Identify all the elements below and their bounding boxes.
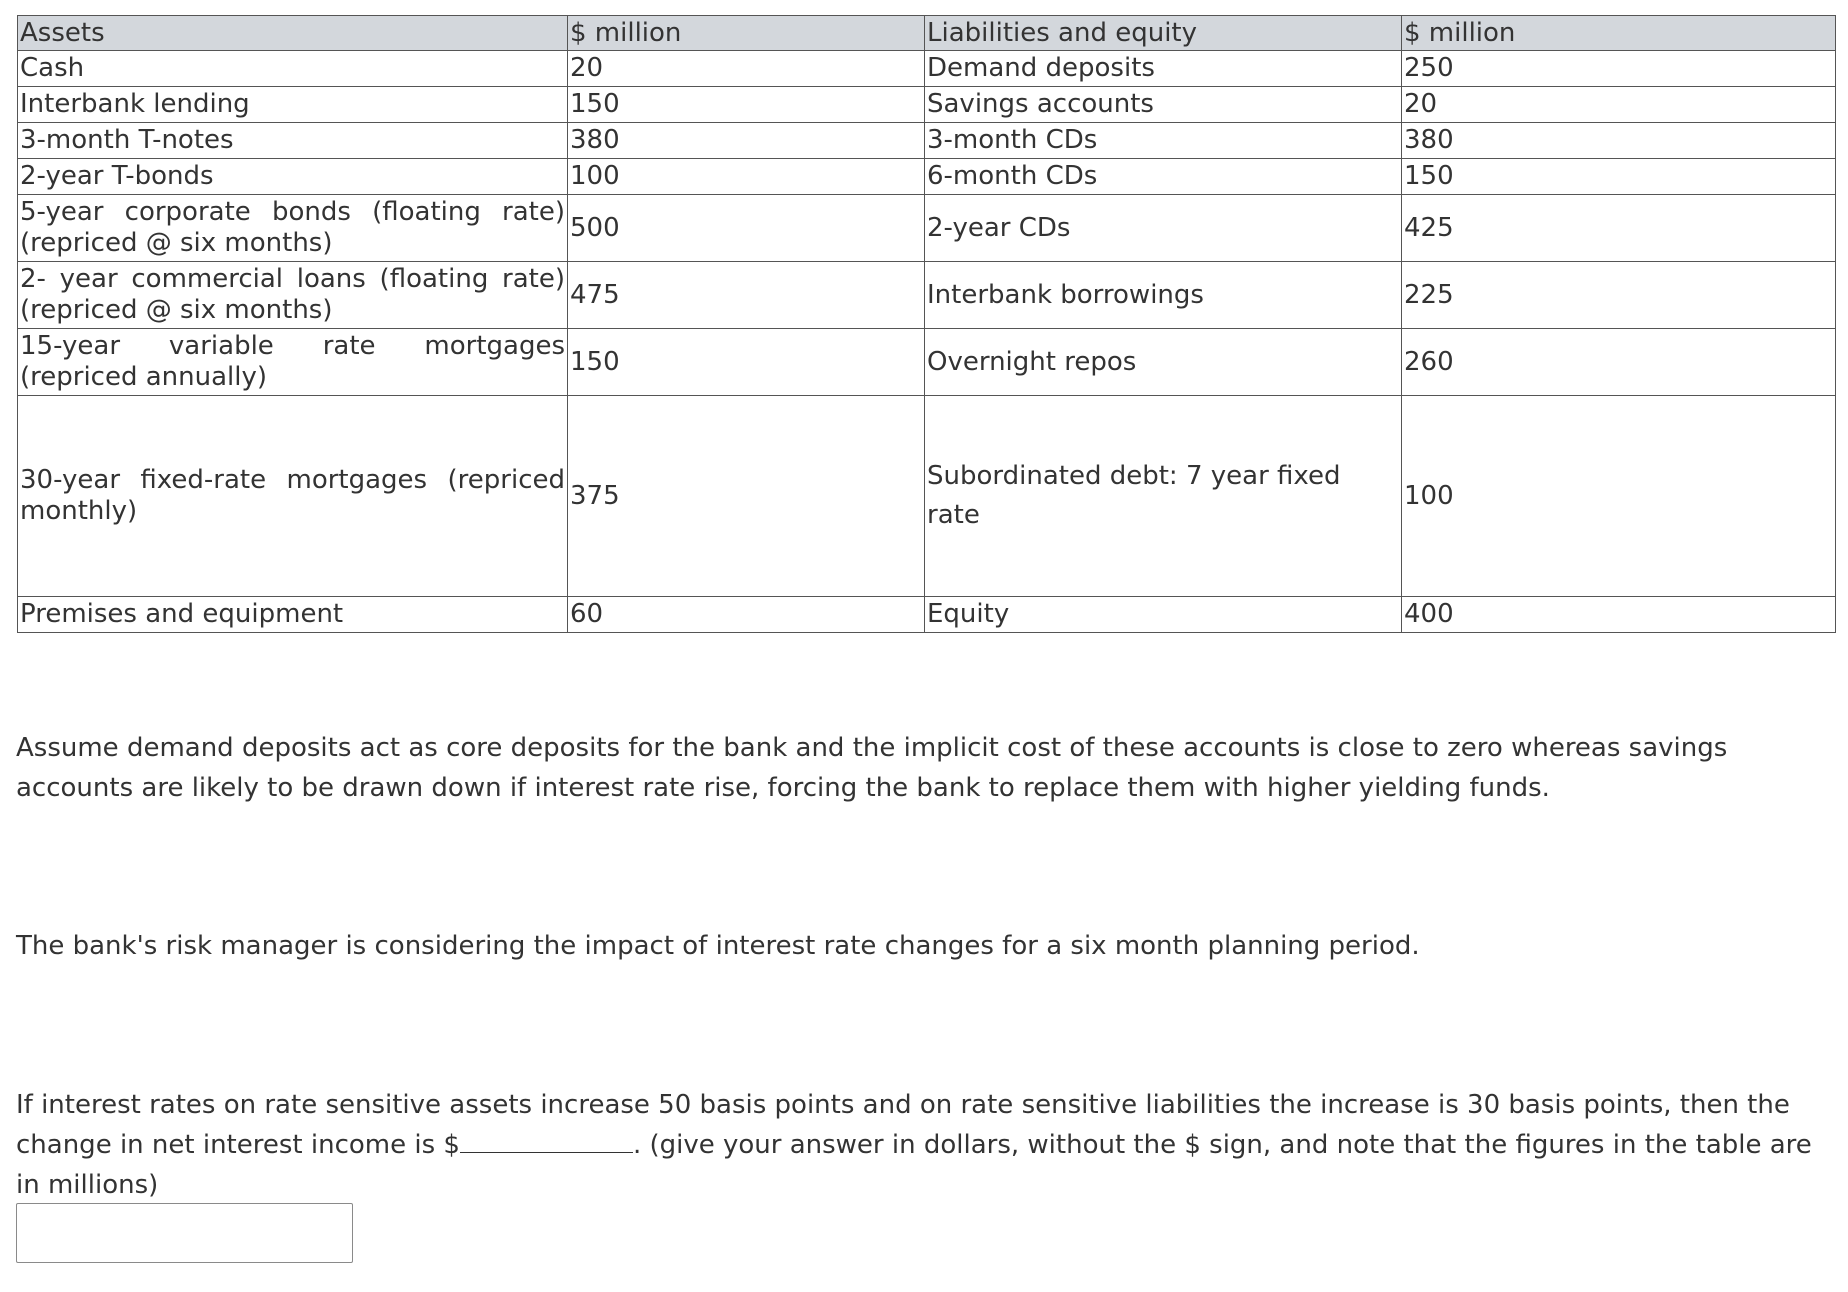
table-row (18, 51, 1836, 87)
liability-amount: 100 (1402, 396, 1836, 597)
table-row (18, 262, 1836, 329)
core-deposits-paragraph: Assume demand deposits act as core deposits for the bank and the implicit cost of these accounts is close to zero whereas savings accounts are likely to be drawn down if interest rate rise, forcing the bank to replace them with higher yielding funds. (16, 733, 1728, 803)
table-row (18, 123, 1836, 159)
liability-amount: 380 (1402, 123, 1836, 159)
liability-amount: 400 (1402, 597, 1836, 633)
liabilities-amount-header: $ million (1402, 16, 1836, 51)
asset-amount: 20 (568, 51, 925, 87)
liability-label: 3-month CDs (925, 123, 1402, 159)
asset-label: Cash (18, 51, 568, 87)
asset-label: 15-year variable rate mortgages (repriced annually) (18, 329, 568, 396)
table-header-row (18, 16, 1836, 51)
liability-label: 2-year CDs (925, 195, 1402, 262)
table-row (18, 195, 1836, 262)
table-row (18, 597, 1836, 633)
asset-label: Premises and equipment (18, 597, 568, 633)
liability-label: Interbank borrowings (925, 262, 1402, 329)
liability-label: Demand deposits (925, 51, 1402, 87)
table-row (18, 329, 1836, 396)
planning-period-paragraph: The bank's risk manager is considering the impact of interest rate changes for a six month planning period. (16, 931, 1420, 961)
asset-label: 5-year corporate bonds (floating rate) (repriced @ six months) (18, 195, 568, 262)
liability-label: 6-month CDs (925, 159, 1402, 195)
liability-amount: 20 (1402, 87, 1836, 123)
asset-amount: 150 (568, 329, 925, 396)
assets-header: Assets (18, 16, 568, 51)
asset-amount: 100 (568, 159, 925, 195)
liability-amount: 260 (1402, 329, 1836, 396)
liability-label-line: rate (927, 500, 980, 530)
asset-amount: 375 (568, 396, 925, 597)
question-text-before-blank: If interest rates on rate sensitive assets increase 50 basis points and on rate sensitive liabilities the increase is 30 basis points, then the change in net interest income is $ (16, 1090, 1790, 1160)
assets-amount-header: $ million (568, 16, 925, 51)
question-paragraph (16, 1085, 1816, 1205)
liability-amount: 225 (1402, 262, 1836, 329)
liability-amount: 425 (1402, 195, 1836, 262)
asset-label: 3-month T-notes (18, 123, 568, 159)
asset-amount: 475 (568, 262, 925, 329)
asset-label: 2-year T-bonds (18, 159, 568, 195)
asset-amount: 380 (568, 123, 925, 159)
liability-label (925, 396, 1402, 597)
liability-label: Savings accounts (925, 87, 1402, 123)
table-row (18, 87, 1836, 123)
asset-label: 2- year commercial loans (floating rate) (repriced @ six months) (18, 262, 568, 329)
liability-label: Equity (925, 597, 1402, 633)
question-text-after-blank: . (give your answer in dollars, without the $ sign, and note that the figures in the table are in millions) (16, 1130, 1812, 1200)
asset-amount: 60 (568, 597, 925, 633)
answer-input[interactable] (16, 1203, 353, 1263)
liability-label: Overnight repos (925, 329, 1402, 396)
asset-label: Interbank lending (18, 87, 568, 123)
answer-blank (460, 1128, 633, 1153)
liabilities-header: Liabilities and equity (925, 16, 1402, 51)
balance-sheet-table (17, 15, 1836, 633)
liability-label-line: Subordinated debt: 7 year fixed (927, 461, 1341, 491)
liability-amount: 150 (1402, 159, 1836, 195)
table-row (18, 159, 1836, 195)
liability-amount: 250 (1402, 51, 1836, 87)
asset-label: 30-year fixed-rate mortgages (repriced monthly) (18, 396, 568, 597)
asset-amount: 500 (568, 195, 925, 262)
table-row (18, 396, 1836, 597)
asset-amount: 150 (568, 87, 925, 123)
